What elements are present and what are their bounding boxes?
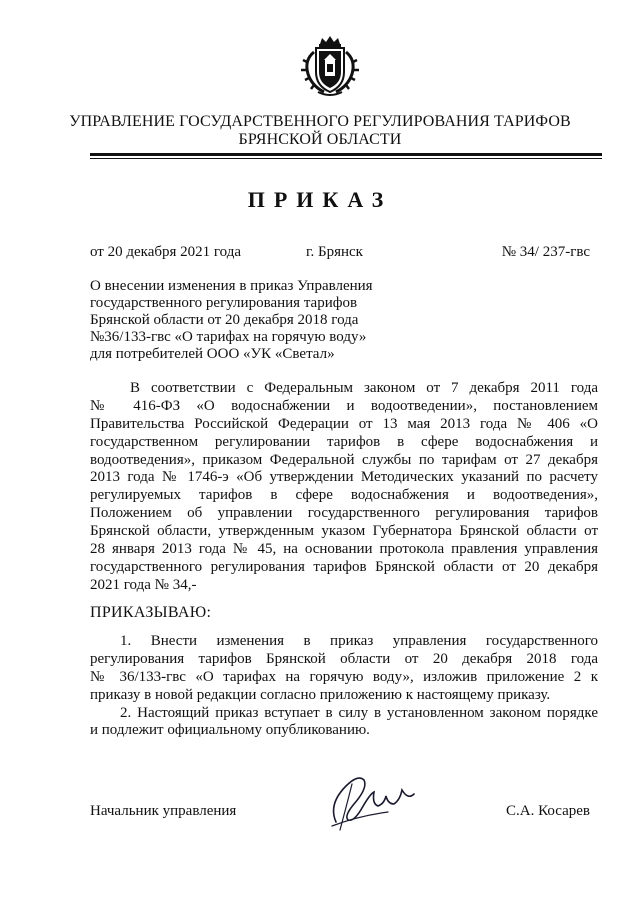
preamble-line: Брянской области, утвержденным указом Губернатора Брянской области от <box>90 523 598 540</box>
header-rule-thin <box>90 158 602 159</box>
signatory-position: Начальник управления <box>90 803 237 819</box>
subject-line: Брянской области от 20 декабря 2018 года <box>90 312 359 328</box>
item-line: № 36/133-гвс «О тарифах на горячую воду», изложив приложение 2 к <box>90 668 598 685</box>
preamble-line: Правительства Российской Федерации от 13 мая 2013 года № 406 «О <box>90 415 598 432</box>
order-items <box>90 633 598 740</box>
preamble-paragraph <box>90 380 598 595</box>
preamble-line: регулируемых тарифов в сфере водоснабжения и водоотведения», <box>90 487 598 504</box>
signatory-name: С.А. Косарев <box>506 803 590 819</box>
preamble-line: государственного регулирования тарифов Брянской области от 20 декабря <box>90 558 598 575</box>
preamble-line: государственном регулировании тарифов в сфере водоснабжения и <box>90 433 598 450</box>
organization-name-line1: УПРАВЛЕНИЕ ГОСУДАРСТВЕННОГО РЕГУЛИРОВАНИЯ ТАРИФОВ <box>69 113 571 130</box>
order-number: № 34/ 237-гвс <box>501 244 590 260</box>
subject-line: для потребителей ООО «УК «Светал» <box>90 346 335 362</box>
preamble-line: Положением об управлении государственного регулирования тарифов <box>90 505 598 522</box>
item-line: регулирования тарифов Брянской области от 20 декабря 2018 года <box>90 650 598 667</box>
preamble-line: 2013 года № 1746-э «Об утверждении Методических указаний по расчету <box>90 469 598 486</box>
subject-line: государственного регулирования тарифов <box>90 295 358 311</box>
coat-of-arms-emblem <box>298 34 362 98</box>
preamble-line: 2021 года № 34,- <box>90 576 197 593</box>
item-line: приказу в новой редакции согласно приложению к настоящему приказу. <box>90 686 551 703</box>
handwritten-signature <box>318 764 428 834</box>
order-city: г. Брянск <box>306 244 363 260</box>
order-subject <box>90 278 410 363</box>
subject-line: №36/133-гвс «О тарифах на горячую воду» <box>90 329 367 345</box>
order-date: от 20 декабря 2021 года <box>90 244 242 260</box>
preamble-line: В соответствии с Федеральным законом от 7 декабря 2011 года <box>130 380 598 396</box>
item-line: и подлежит официальному опубликованию. <box>90 722 370 739</box>
subject-line: О внесении изменения в приказ Управления <box>90 278 373 294</box>
item-line: 2. Настоящий приказ вступает в силу в установленном законом порядке <box>120 704 598 721</box>
preamble-line: 28 января 2013 года № 45, на основании протокола правления управления <box>90 541 598 558</box>
preamble-line: № 416-ФЗ «О водоснабжении и водоотведении», постановлением <box>90 397 598 414</box>
document-title: ПРИКАЗ <box>247 187 393 212</box>
organization-name-line2: БРЯНСКОЙ ОБЛАСТИ <box>238 131 402 148</box>
preamble-line: водоотведения», приказом Федеральной службы по тарифам от 27 декабря <box>90 451 598 468</box>
order-word: ПРИКАЗЫВАЮ: <box>90 604 212 621</box>
header-rule-thick <box>90 153 602 156</box>
item-line: 1. Внести изменения в приказ управления государственного <box>120 633 598 649</box>
